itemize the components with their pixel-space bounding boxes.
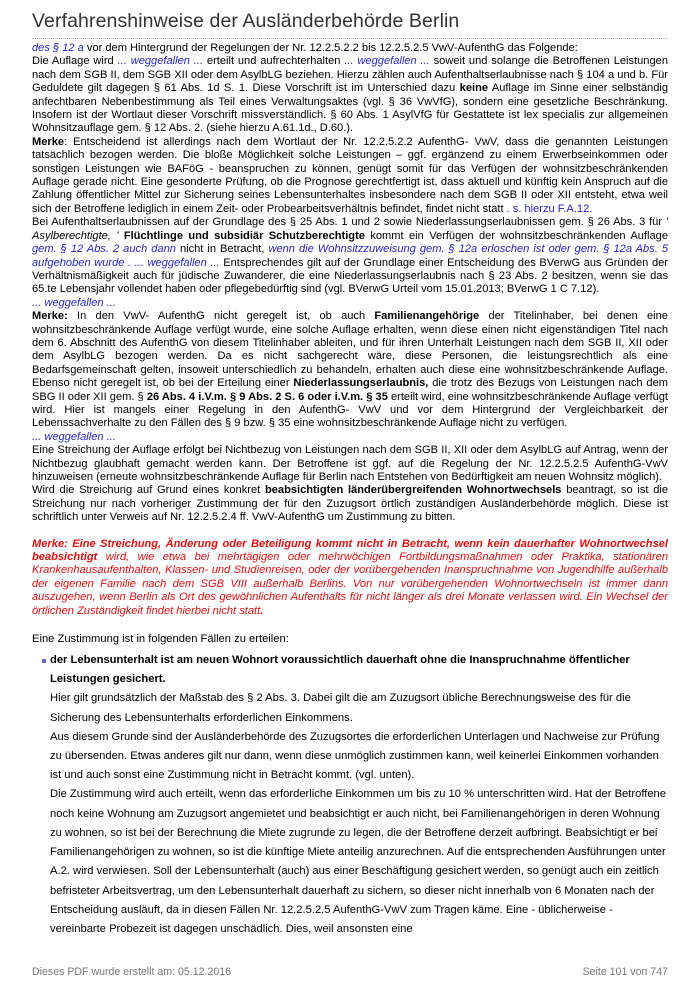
removed-marker: ... weggefallen ...: [32, 296, 116, 309]
list-item-heading: der Lebensunterhalt ist am neuen Wohnort voraussichtlich dauerhaft ohne die Inanspruchnahme öffentlicher Leistungen gesichert.: [50, 654, 630, 686]
amended-text: wenn die Wohnsitzzuweisung gem. § 12a erloschen ist oder gem. § 12a Abs. 5 aufgehoben wurde . ... weggefallen ...: [32, 243, 668, 269]
paragraph-note-family: Merke: In den VwV- AufenthG nicht geregelt ist, ob auch Familienangehörige der Titelinhaber, bei denen eine wohnsitzbeschränkende Auflage verfügt wurde, eine solche Auflage erhalten, wenn diese einen nicht eigenständigen Titel nach dem 6. Abschnitt des AufenthG von diesem Titelinhaber ableiten, und für ihren Unterhalt Leistungen nach dem SGB II, XII oder dem AsylbLG bezogen werden. Da es nicht sachgerecht wäre, diese Personen, die leistungsrechtlich als eine Bedarfsgemeinschaft gelten, insoweit unterschiedlich zu behandeln, erhalten auch diese eine wohnsitzbeschränkende Auflage. Ebenso nicht geregelt ist, ob bei der Erteilung einer Niederlassungserlaubnis, die trotz des Bezugs von Leistungen nach dem SBG II oder XII gem. § 26 Abs. 4 i.V.m. § 9 Abs. 2 S. 6 oder i.V.m. § 35 erteilt wird, eine wohnsitzbeschränkende Auflage verfügt wird. Hier ist mangels einer Regelung in den AufenthG- VwV und vor dem Hintergrund der Vergleichbarkeit der Lebenssachverhalte zu den Fällen des § 9 bzw. § 35 eine wohnsitzbeschränkende Auflage nicht zu verfügen.: [32, 310, 669, 430]
document-body: [32, 42, 668, 939]
bullet-icon: [42, 659, 46, 663]
created-date: Dieses PDF wurde erstellt am: 05.12.2016: [32, 966, 232, 978]
paragraph-note-temporary-move: Merke: Eine Streichung, Änderung oder Beteiligung kommt nicht in Betracht, wenn kein dauerhafter Wohnortwechsel beabsichtigt wird, wie etwa bei mehrtägigen oder mehrwöchigen Fortbildungsmaßnahmen oder Praktika, stationären Krankenhausaufenthalten, Klassen- und Studienreisen, oder der vorübergehenden Inanspruchnahme von Jugendhilfe außerhalb der eigenen Familie nach dem SGB VIII außerhalb Berlins. Von nur vorübergehenden Wohnortwechseln ist immer dann auszugehen, wenn Berlin als Ort des gewöhnlichen Aufenthalts für nicht länger als drei Monate verlassen wird. Ein Wechsel der örtlichen Zuständigkeit findet hierbei nicht statt.: [32, 537, 668, 617]
header-divider: [32, 38, 668, 39]
paragraph-deletion: Eine Streichung der Auflage erfolgt bei Nichtbezug von Leistungen nach dem SGB II, XII oder dem AsylbLG auf Antrag, wenn der Nichtbezug glaubhaft gemacht werden kann. Der Betroffene ist ggf. auf die Regelung der Nr. 12.2.5.2.5 AufenthG-VwV hinzuweisen (erneute wohnsitzbeschränkende Auflage für Berlin nach Entstehen von Bedürftigkeit am neuen Wohnsitz möglich). Wird die Streichung auf Grund eines konkret beabsichtigten länderübergreifenden Wohnortwechsels beantragt, so ist die Streichung nur nach vorheriger Zustimmung der für den Zuzugsort örtlich zuständigen Ausländerbehörde möglich. Diese ist schriftlich unter Verweis auf Nr. 12.2.5.2.4 ff. VwV-AufenthG um Zustimmung zu bitten.: [32, 444, 669, 524]
page-header: [32, 10, 668, 39]
amended-text: gem. § 12 Abs. 2 auch dann: [32, 243, 176, 256]
removed-marker: ... weggefallen ...: [344, 55, 430, 68]
note-label: Merke: [32, 135, 65, 148]
list-item-text: Die Zustimmung wird auch erteilt, wenn das erforderliche Einkommen um bis zu 10 % unterschritten wird. Hat der Betroffene noch keine Wohnung am Zuzugsort angemietet und beabsichtigt er auch nicht, bei Familienangehörigen in deren Wohnung zu wohnen, so ist bei der Berechnung die Miete zugrunde zu legen, die der Betroffene derzeit aufbringt. Beabsichtigt er bei Familienangehörigen zu wohnen, so ist die künftige Miete anteilig anzurechnen. Auf die entsprechenden Ausführungen unter A.2. wird verwiesen. Soll der Lebensunterhalt (auch) aus einer Beschäftigung gesichert werden, so genügt auch ein zeitlich befristeter Arbeitsvertrag, um den Lebensunterhalt dauerhaft zu sichern, so dieser nicht innerhalb von 6 Monaten nach der Entscheidung ausläuft, da in diesen Fällen Nr. 12.2.5.2.5 AufenthG-VwV zum Tragen käme. Eine - üblicherweise - vereinbarte Probezeit ist dagegen unschädlich. Dies, weil ansonsten eine: [50, 788, 667, 935]
paragraph-residence-condition: des § 12 a vor dem Hintergrund der Regelungen der Nr. 12.2.5.2.2 bis 12.2.5.2.5 VwV-AufenthG das Folgende: Die Auflage wird ... weggefallen ... erteilt und aufrechterhalten ... weggefallen ... soweit und solange die Betroffenen Leistungen nach dem SGB II, dem SGB XII oder dem AsylbLG beziehen. Hierzu zählen auch Aufenthaltserlaubnisse nach § 104 a und b. Für Geduldete gilt dagegen § 61 Abs. 1d S. 1. Diese Vorschrift ist im Unterschied dazu keine Auflage im Sinne einer selbständig anfechtbaren Nebenbestimmung als Teil eines Verwaltungsaktes (vgl. § 36 VwVfG), sondern eine gesetzliche Beschränkung. Insofern ist der Wortlaut dieser Vorschrift missverständlich. § 60 Abs. 1 AsylVfG für Gestattete ist lex specialis zur allgemeinen Wohnsitzauflage gem. § 12 Abs. 2. (siehe hierzu A.61.1d., D.60.).: [32, 42, 669, 135]
removed-line: [32, 431, 668, 444]
removed-marker: ... weggefallen ...: [117, 55, 204, 68]
removed-marker: ... weggefallen ...: [32, 430, 116, 443]
removed-line: [32, 297, 668, 310]
page-title: Verfahrenshinweise der Ausländerbehörde Berlin: [32, 10, 460, 32]
link-section-12a[interactable]: des § 12 a: [32, 42, 84, 54]
list-item: [32, 651, 668, 939]
paragraph-note-benefits: Merke: Entscheidend ist allerdings nach dem Wortlaut der Nr. 12.2.5.2.2 AufenthG- VwV, dass die genannten Leistungen tatsächlich bezogen werden. Die bloße Möglichkeit solche Leistungen – ggf. ergänzend zu einem Erwerbseinkommen oder sonstigen Leistungen wie BAFöG - beanspruchen zu können, genügt somit für das Verfügen der wohnsitzbeschränkenden Auflage gerade nicht. Eine gesonderte Prüfung, ob die Prognose gerechtfertigt ist, dass aktuell und künftig kein Anspruch auf die Zahlung öffentlicher Mittel zur Sicherung seines Lebensunterhaltes insbesondere nach dem SGB II oder XII entsteht, etwa weil sich der Betroffene lediglich in einem Zeit- oder Probearbeitsverhältnis befindet, findet nicht statt . s. hierzu F.A.12. Bei Aufenthaltserlaubnissen auf der Grundlage des § 25 Abs. 1 und 2 sowie Niederlassungserlaubnissen gem. § 26 Abs. 3 für ' Asylberechtigte, ' Flüchtlinge und subsidiär Schutzberechtigte kommt ein Verfügen der wohnsitzbeschränkenden Auflage gem. § 12 Abs. 2 auch dann nicht in Betracht, wenn die Wohnsitzzuweisung gem. § 12a erloschen ist oder gem. § 12a Abs. 5 aufgehoben wurde . ... weggefallen ... Entsprechendes gilt auf der Grundlage einer Entscheidung des BVerwG aus Gründen der Verhältnismäßigkeit auch für jüdische Zuwanderer, die eine Niederlassungserlaubnis nach § 23 Abs. 2 besitzen, wenn sie das 65.te Lebensjahr vollendet haben oder pflegebedürftig sind (vgl. BVerwG Urteil vom 15.01.2013; BVerwG 1 C 7.12).: [32, 135, 668, 296]
note-label: Merke:: [32, 310, 68, 323]
consent-intro: Eine Zustimmung ist in folgenden Fällen zu erteilen:: [32, 633, 289, 646]
list-item-text: Aus diesem Grunde sind der Ausländerbehörde des Zuzugsortes die erforderlichen Unterlagen und Nachweise zur Prüfung zu übersenden. Etwas anderes gilt nur dann, wenn diese unmöglich zustimmen kann, weil keinerlei Einkommen vorhanden ist und auch sonst eine Zustimmung nicht in Betracht kommt. (vgl. unten).: [50, 730, 660, 782]
list-item-text: Hier gilt grundsätzlich der Maßstab des § 2 Abs. 3. Dabei gilt die am Zuzugsort übliche Berechnungsweise des für die Sicherung des Lebensunterhalts erforderlichen Einkommens.: [50, 692, 631, 724]
page-number: Seite 101 von 747: [582, 966, 668, 978]
reference-link[interactable]: . s. hierzu F.A.12.: [503, 202, 593, 215]
